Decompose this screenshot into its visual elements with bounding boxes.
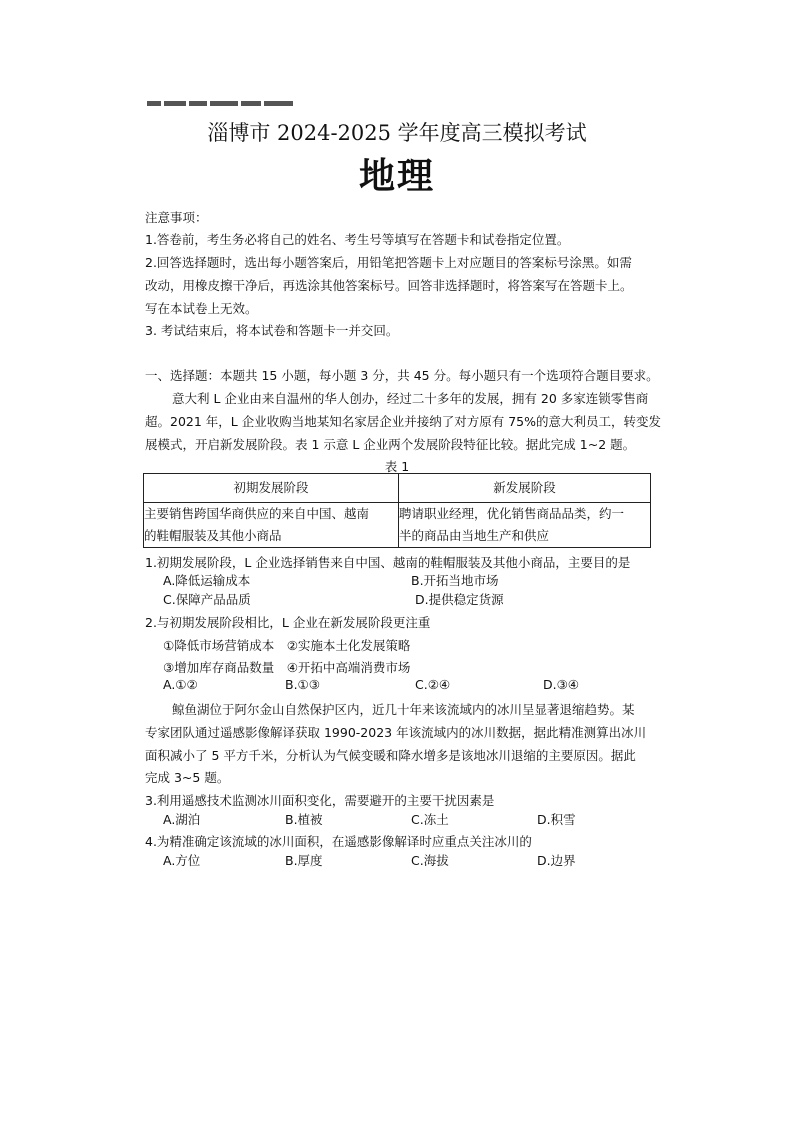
header-residual-strip <box>147 101 293 110</box>
table-header-cell: 新发展阶段 <box>399 474 651 503</box>
passage-line: 专家团队通过遥感影像解译获取 1990-2023 年该流域内的冰川数据，据此精准测算出冰川 <box>145 725 647 740</box>
option: C.冻土 <box>411 812 449 827</box>
question-stem: 2.与初期发展阶段相比，L 企业在新发展阶段更注重 <box>145 615 431 630</box>
option: B.厚度 <box>285 853 323 868</box>
comparison-table <box>143 473 651 548</box>
subject-title: 地理 <box>358 155 435 197</box>
option: D.提供稳定货源 <box>415 592 504 607</box>
notice-line: 写在本试卷上无效。 <box>145 301 258 316</box>
passage-line: 意大利 L 企业由来自温州的华人创办，经过二十多年的发展，拥有 20 多家连锁零售商 <box>172 391 649 406</box>
option: A.①② <box>163 677 198 692</box>
option: C.海拔 <box>411 853 449 868</box>
notice-line: 2.回答选择题时，选出每小题答案后，用铅笔把答题卡上对应题目的答案标号涂黑。如需 <box>145 255 632 270</box>
passage-line: 面积减小了 5 平方千米，分析认为气候变暖和降水增多是该地冰川退缩的主要原因。据此 <box>145 748 636 763</box>
notice-line: 1.答卷前，考生务必将自己的姓名、考生号等填写在答题卡和试卷指定位置。 <box>145 232 570 247</box>
notice-heading: 注意事项： <box>145 210 208 225</box>
passage-line: 超。2021 年，L 企业收购当地某知名家居企业并接纳了对方原有 75%的意大利员工，转变发 <box>145 414 661 429</box>
notice-line: 改动，用橡皮擦干净后，再选涂其他答案标号。回答非选择题时，将答案写在答题卡上。 <box>145 278 633 293</box>
option: D.③④ <box>543 677 580 692</box>
table-cell-line: 的鞋帽服装及其他小商品 <box>144 528 282 543</box>
passage-line: 鲸鱼湖位于阿尔金山自然保护区内，近几十年来该流域内的冰川呈显著退缩趋势。某 <box>172 702 635 717</box>
option: C.保障产品品质 <box>163 592 251 607</box>
option: C.②④ <box>415 677 451 692</box>
section-heading: 一、选择题：本题共 15 小题，每小题 3 分，共 45 分。每小题只有一个选项符合题目要求。 <box>145 368 659 383</box>
table-cell-initial <box>144 503 399 548</box>
table-caption: 表 1 <box>384 459 410 474</box>
question-stem: 4.为精准确定该流域的冰川面积，在遥感影像解译时应重点关注冰川的 <box>145 834 532 849</box>
exam-title: 淄博市 2024-2025 学年度高三模拟考试 <box>207 121 587 145</box>
question-stem: 3.利用遥感技术监测冰川面积变化，需要避开的主要干扰因素是 <box>145 793 495 808</box>
option: B.植被 <box>285 812 323 827</box>
option: B.开拓当地市场 <box>411 573 499 588</box>
option: D.积雪 <box>537 812 576 827</box>
notice-line: 3. 考试结束后，将本试卷和答题卡一并交回。 <box>145 323 399 338</box>
statement-items: ③增加库存商品数量 ④开拓中高端消费市场 <box>163 660 411 675</box>
table-cell-line: 聘请职业经理，优化销售商品品类，约一 <box>399 506 625 521</box>
question-stem: 1.初期发展阶段，L 企业选择销售来自中国、越南的鞋帽服装及其他小商品，主要目的是 <box>145 555 631 570</box>
option: A.湖泊 <box>163 812 201 827</box>
option: B.①③ <box>285 677 320 692</box>
option: A.降低运输成本 <box>163 573 251 588</box>
table-cell-line: 主要销售跨国华商供应的来自中国、越南 <box>144 506 370 521</box>
passage-line: 展模式，开启新发展阶段。表 1 示意 L 企业两个发展阶段特征比较。据此完成 1~2 题。 <box>145 437 636 452</box>
table-cell-new <box>399 503 651 548</box>
table-cell-line: 半的商品由当地生产和供应 <box>399 528 550 543</box>
table-header-cell: 初期发展阶段 <box>144 474 399 503</box>
option: A.方位 <box>163 853 201 868</box>
option: D.边界 <box>537 853 576 868</box>
passage-line: 完成 3~5 题。 <box>145 770 230 785</box>
statement-items: ①降低市场营销成本 ②实施本土化发展策略 <box>163 638 411 653</box>
